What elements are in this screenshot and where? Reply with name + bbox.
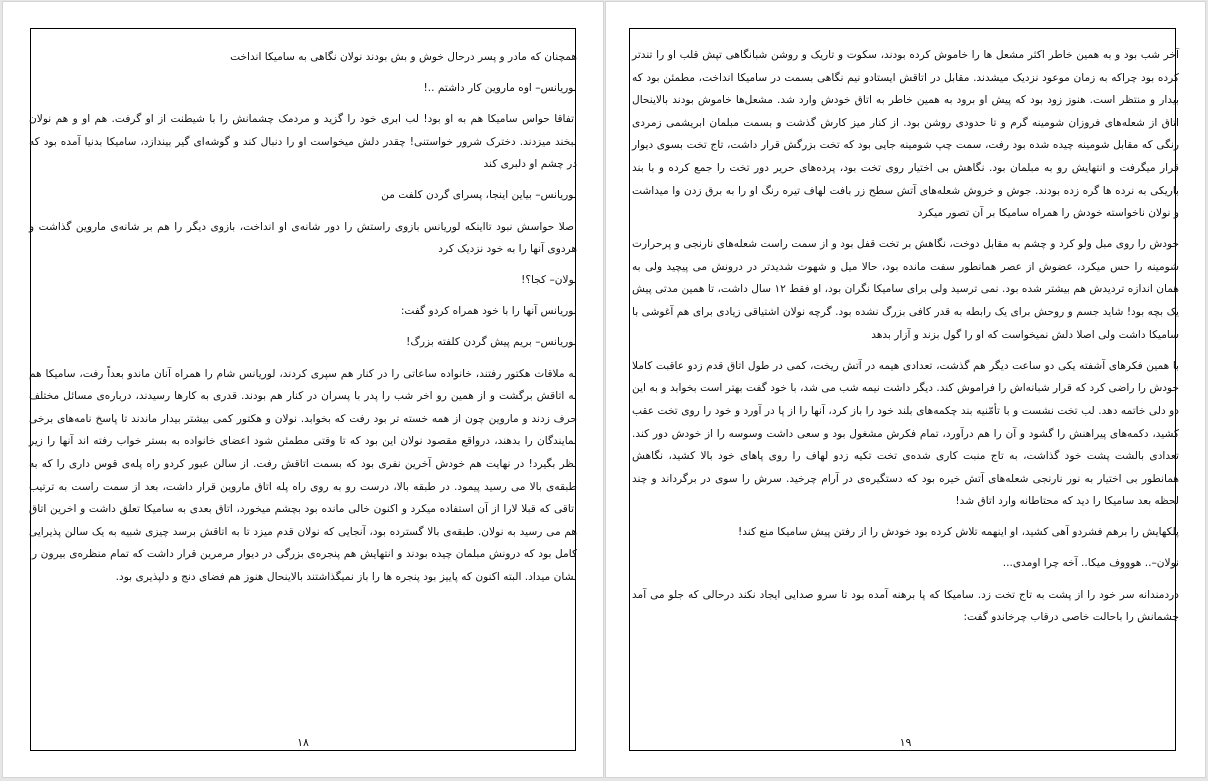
paragraph: لوریانس آنها را با خود همراه کردو گفت: [400, 305, 577, 318]
paragraph: همچنان که مادر و پسر درحال خوش و بش بودند نولان نگاهی به سامیکا انداخت [230, 51, 577, 63]
dialogue-line: نولان–.. هوووف میکا.. آخه چرا اومدی... [1002, 557, 1179, 570]
dialogue-line: لوریانس– بریم پیش گردن کلفته بزرگ! [406, 336, 577, 349]
page-number: ۱۹ [899, 736, 912, 749]
page-text [29, 46, 577, 597]
paragraph: دردمندانه سر خود را از پشت به تاج تخت زد. سامیکا که پا برهنه آمده بود تا سرو صدایی ایجاد نکند درحالی که جلو می آمد چشمانش را باحالت خاصی درقاب چرخاندو گفت: [632, 588, 1179, 624]
page-text [632, 44, 1179, 637]
dialogue-line: لوریانس– بیاین اینجا، پسرای گردن کلفت من [381, 189, 577, 202]
dialogue-line: لوریانس– اوه ماروین کار داشتم ..! [423, 82, 577, 95]
paragraph: اصلا حواسش نبود تااینکه لوریانس بازوی راستش را دور شانه‌ی او انداخت، بازوی دیگر را هم بر شانه‌ی ماروین گذاشت و هردوی آنها را به خود نزدیک کرد [29, 220, 577, 256]
paragraph: آخر شب بود و به همین خاطر اکثر مشعل ها را خاموش کرده بودند، سکوت و تاریک و روشن شبانگاهی تپش قلب او را تندتر کرده بود چراکه به زمان موعود نزدیک میشدند. مقابل در اتاقش ایستادو نیم نگاهی بسمت در سامیکا انداخت، مطمئن بود که بیدار و منتظر است. هنوز زود بود که پیش او برود به همین خاطر به اتاق خودش وارد شد. مشعل‌ها خاموش بودند بالاینحال اتاق از شعله‌های فروزان شومینه گرم و تا حدودی روشن بود. از کنار میز کارش گذشت و بسمت مبلمان ابریشمی زمردی رنگی که مقابل شومینه چیده شده بود رفت، سمت چپ شومینه جایی بود که تخت بزرگش قرار داشت، تاج تخت بسوی دیوار قرار میگرفت و انتهایش رو به مبلمان بود. نگاهش بی اختیار روی تخت بود، پرده‌های حریر دور تخت را جمع کرده و با بند باریکی به نرده ها گره زده بودند. جوش و خروش شعله‌های آتش سطح زر بافت لهاف تیره رنگ او را به برق زدن وا میداشت و نولان ناخواسته خودش را همراه سامیکا بر آن تصور میکرد [632, 49, 1179, 220]
paragraph: اتفاقا حواس سامیکا هم به او بود! لب ابری خود را گزید و مردمک چشمانش را با شیطنت از او گرفت. هم او و هم نولان لبخند میزدند. دخترک شرور خواستنی! چقدر دلش میخواست او را دنبال کند و گوشه‌ای گیر بیندازد، سامیکا بدنیا آمده بود که در چشم او دلبری کند [29, 113, 577, 171]
paragraph: پلکهایش را برهم فشردو آهی کشید، او اینهمه تلاش کرده بود خودش را از رفتن پیش سامیکا منع کند! [737, 526, 1179, 539]
page-left [3, 2, 603, 777]
dialogue-line: نولان– کجا؟! [521, 274, 577, 287]
paragraph: به ملاقات هکتور رفتند، خانواده ساعاتی را در کنار هم سپری کردند، لوریانس شام را همراه آنان ماندو بعداً رفت، سامیکا هم به اتاقش برگشت و از همین رو اخر شب را پدر با پسران در کنار هم بودند. قدری به کارها رسیدند، درباره‌ی مسائل مختلف حرف زدند و ماروین چون از همه خسته تر بود رفت که بخوابد. نولان و هکتور کمی بیشتر بیدار ماندند تا پاسخ نامه‌های برخی نمایندگان را بدهند، درواقع مقصود نولان این بود که تا وقتی مطمئن شود اعضای خانواده به بستر خواب رفته اند آنها را زیر نظر بگیرد! در نهایت هم خودش آخرین نفری بود که بسمت اتاقش رفت. از سالن عبور کردو راه پله‌ی قوس داری را که به طبقه‌ی بالا می رسید پیمود. در طبقه بالا، درست رو به روی راه پله اتاق ماروین قرار داشت، بعد از سمت راست به ترتیب اتاقی که قبلا لارا از آن استفاده میکرد و اکنون خالی مانده بود بچشم میخورد، اتاق بعدی به سامیکا تعلق داشت و اخرین اتاق هم می رسید به نولان. طبقه‌ی بالا گسترده بود، آنجایی که نولان قدم میزد تا به اتاقش برسد چیزی شبیه به یک سالن پذیرایی کامل بود که درونش مبلمان چیده بودند و انتهایش هم پنجره‌ی بزرگی در دیوار مرمرین قرار داشت که تمام منظره‌ی بیرون را نشان میداد. البته اکنون که پاییز بود پنجره ها را باز نمیگذاشتند بالاینحال هنوز هم فضای دنج و دلپذیری بود. [29, 367, 577, 583]
paragraph: خودش را روی مبل ولو کرد و چشم به مقابل دوخت، نگاهش بر تخت قفل بود و از سمت راست شعله‌های نارنجی و پرحرارت شومینه را حس میکرد، عضوش از عصر همانطور سفت مانده بود، حالا میل و شهوت شدیدتر در درونش می پیچید ولی به همان اندازه تردیدش هم بیشتر شده بود. نمی ترسید ولی برای سامیکا نگران بود، او فقط ۱۲ سال داشت، تا همین مدتی پیش یک بچه بود! شاید جسم و روحش برای یک رابطه به قدر کافی بزرگ نشده بود. گرچه نولان اشتیاقی زیادی برای هم آغوشی با سامیکا داشت ولی اصلا دلش نمیخواست که او را گول بزند و آزار بدهد [632, 238, 1179, 341]
page-number: ۱۸ [297, 736, 309, 749]
page-right [606, 2, 1205, 777]
paragraph: با همین فکرهای آشفته یکی دو ساعت دیگر هم گذشت، تعدادی هیمه در آتش ریخت، کمی در طول اتاق قدم زدو عاقبت کاملا خودش را راضی کرد که قرار شبانه‌اش را فراموش کند. دیگر داشت نیمه شب می شد، با خود گفت بهتر است بخوابد و به این دو دلی خاتمه دهد. لب تخت نشست و با تأمّنیه بند چکمه‌های بلند خود را باز کرد، آنها را از پا در آورد و خود را روی تخت عقب کشید، دکمه‌های پیراهنش را گشود و آن را هم درآورد، تمام فکرش مشغول بود و سعی داشت وسوسه را از خودش دور کند. تعدادی بالشت پشت خود گذاشت، به تاج منبت کاری شده‌ی تخت تکیه زدو لهاف را روی پاهای خود بالا کشید، نگاهش همانطور بی اختیار به نور نارنجی شعله‌های آتش خیره بود که دستگیره‌ی در آرام چرخید. سرش را سوی در برگرداند و چند لحظه بعد سامیکا را دید که محتاطانه وارد اتاق شد! [632, 359, 1179, 508]
